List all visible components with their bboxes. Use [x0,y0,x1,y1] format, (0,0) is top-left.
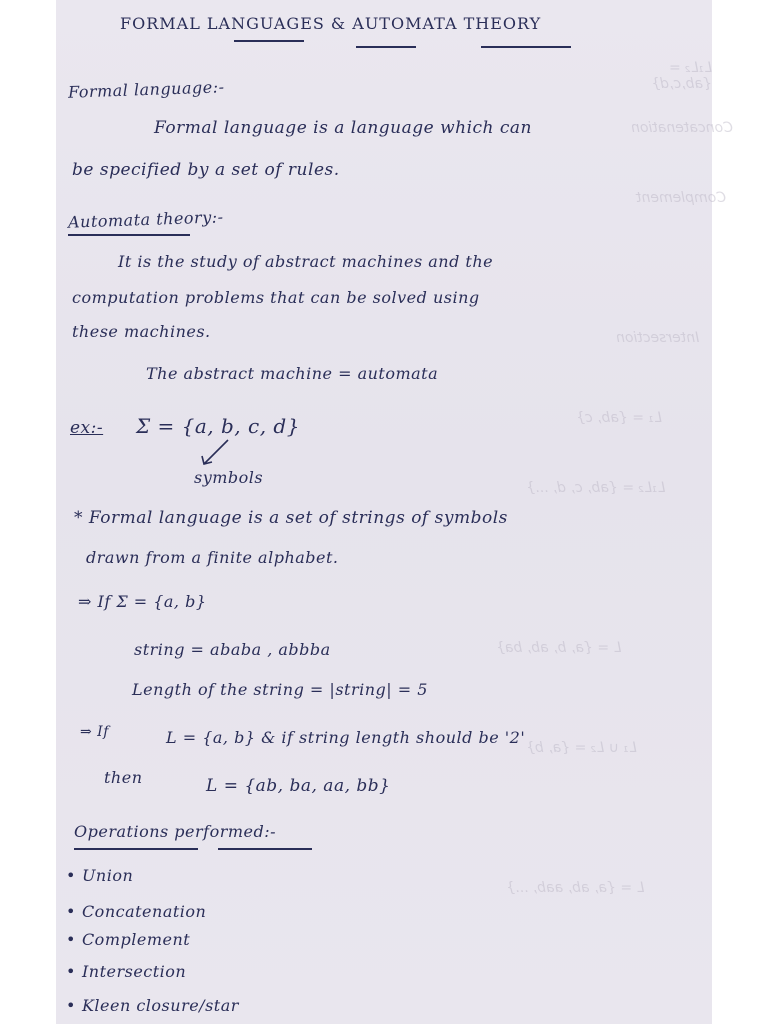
automata-definition: It is the study of abstract machines and the [118,252,494,271]
bleed-through: L₁L₂ = {ab, c, d, ...} [526,480,666,496]
automata-definition: computation problems that can be solved using [72,288,480,307]
operation-item: • Intersection [66,962,186,981]
title-underline [356,46,416,48]
symbol-arrow-icon [196,438,236,472]
title-underline [234,40,304,42]
string-example: string = ababa , abbba [134,640,331,659]
if-sigma-line: ⇒ If Σ = {a, b} [78,592,207,611]
heading-underline [74,848,198,850]
page-title: FORMAL LANGUAGES & AUTOMATA THEORY [120,14,542,33]
title-underline [481,46,571,48]
example-sigma: Σ = {a, b, c, d} [136,414,300,438]
operation-item: • Union [66,866,133,885]
if-l-prefix: ⇒ If [80,724,109,740]
formal-language-definition: be specified by a set of rules. [72,160,340,180]
operation-item: • Concatenation [66,902,206,921]
example-label: ex:- [70,418,104,438]
automata-definition: these machines. [72,322,211,341]
string-length-line: Length of the string = |string| = 5 [132,680,428,699]
if-l-set: L = {a, b} & if string length should be '2' [166,728,526,747]
formal-language-heading: Formal language:- [67,77,225,102]
heading-underline [218,848,312,850]
abstract-machine-line: The abstract machine = automata [146,364,439,383]
heading-underline [68,234,190,236]
bleed-through: L₁L₂ = {ab,c,d} [651,60,712,92]
formal-language-set-note: * Formal language is a set of strings of symbols [74,508,508,528]
then-l-set: L = {ab, ba, aa, bb} [206,776,391,796]
operation-item: • Kleen closure/star [66,996,239,1015]
bleed-through: Complement [636,190,726,206]
symbols-label: symbols [194,468,264,487]
operation-item: • Complement [66,930,190,949]
then-label: then [104,768,143,787]
formal-language-set-note: drawn from a finite alphabet. [86,548,339,567]
bleed-through: L = {a, b, ab, ba} [496,640,622,656]
automata-heading: Automata theory:- [67,207,224,232]
bleed-through: L₁ = {ab, c} [576,410,662,426]
bleed-through: L = {a, ab, aab, ...} [506,880,645,896]
operations-heading: Operations performed:- [74,822,277,841]
bleed-through: Intersection [616,330,700,346]
formal-language-definition: Formal language is a language which can [154,118,533,138]
bleed-through: L₁ ∪ L₂ = {a, b} [526,740,637,756]
bleed-through: Concatenation [631,120,733,136]
notebook-page [56,0,733,1024]
